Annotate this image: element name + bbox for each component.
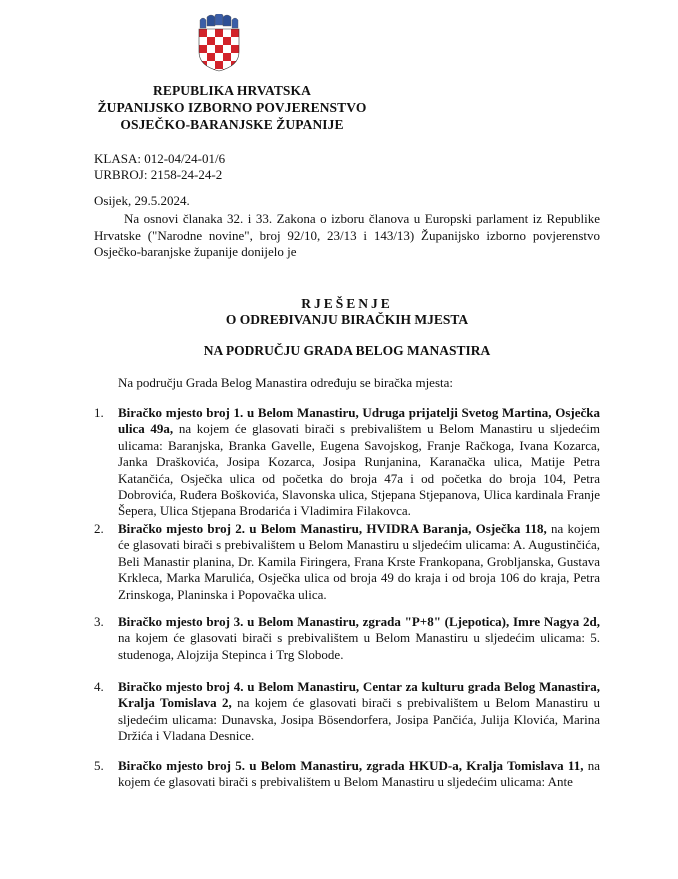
list-item	[94, 614, 600, 663]
klasa: KLASA: 012-04/24-01/6	[94, 151, 226, 166]
title-line-2: O ODREĐIVANJU BIRAČKIH MJESTA	[225, 312, 469, 327]
intro-paragraph: Na osnovi članaka 32. i 33. Zakona o izboru članova u Europski parlament iz Republike Hrvatske ("Narodne novine", broj 92/10, 23/13 i 143/13) Županijsko izborno povjerenstvo Osječko-baranjske županije donijelo je	[94, 211, 600, 259]
list-item-heading: Biračko mjesto broj 4. u Belom Manastiru, Centar za kulturu grada Belog Manastira, Kralja Tomislava 2,	[118, 679, 600, 711]
list-item	[94, 405, 600, 520]
list-item-number: 5.	[94, 758, 104, 773]
list-item	[94, 679, 600, 745]
header-line-2: ŽUPANIJSKO IZBORNO POVJERENSTVO	[97, 100, 367, 115]
list-item-text: na kojem će glasovati birači s prebivalištem u Belom Manastiru u sljedećim ulicama: Dunavska, Josipa Bösendorfera, Josipa Pančića, Julija Klovića, Marina Držića i Vladana Desnice.	[118, 695, 600, 744]
reference-numbers	[94, 151, 225, 183]
list-item-heading: Biračko mjesto broj 1. u Belom Manastiru, Udruga prijatelji Svetog Martina, Osječka ulica 49a,	[118, 405, 600, 437]
list-item-heading: Biračko mjesto broj 3. u Belom Manastiru, zgrada "P+8" (Ljepotica), Imre Nagya 2d,	[118, 614, 600, 629]
lead-paragraph: Na području Grada Belog Manastira određuju se biračka mjesta:	[118, 375, 453, 390]
list-item-text: na kojem će glasovati birači s prebivalištem u Belom Manastiru u sljedećim ulicama: 5. studenoga, Alojzija Stepinca i Trg Slobode.	[118, 630, 600, 662]
header-line-3: OSJEČKO-BARANJSKE ŽUPANIJE	[120, 117, 344, 132]
list-item-text: na kojem će glasovati birači s prebivalištem u Belom Manastiru u sljedećim ulicama: Ante	[118, 758, 600, 790]
header-line-1: REPUBLIKA HRVATSKA	[153, 83, 311, 98]
list-item-number: 3.	[94, 614, 104, 629]
list-item-number: 4.	[94, 679, 104, 694]
list-item	[94, 521, 600, 603]
list-item	[94, 758, 600, 791]
list-item-number: 2.	[94, 521, 104, 536]
list-item-text: na kojem će glasovati birači s prebivalištem u Belom Manastiru u sljedećim ulicama: A. Augustinčića, Beli Manastir planina, Dr. Kamila Firingera, Frana Krste Frankopana, Grobljanska, Gustava Krkleca, Marka Marulića, Osječka ulica od broja 49 do kraja i od broja 106 do kraja, Petra Zrinskoga, Planinska i Popovačka ulica.	[118, 521, 600, 602]
document-date: Osijek, 29.5.2024.	[94, 193, 190, 208]
urbroj: URBROJ: 2158-24-24-2	[94, 167, 223, 182]
list-item-number: 1.	[94, 405, 104, 420]
croatian-coat-of-arms-icon	[197, 14, 241, 72]
list-item-heading: Biračko mjesto broj 2. u Belom Manastiru, HVIDRA Baranja, Osječka 118,	[118, 521, 547, 536]
issuer-header	[92, 82, 372, 133]
list-item-text: na kojem će glasovati birači s prebivalištem u Belom Manastiru u sljedećim ulicama: Baranjska, Branka Gavelle, Eugena Savojskog, Franje Račkoga, Ivana Kozarca, Janka Draškovića, Josipa Kozarca, Josipa Runjanina, Karanačka ulica, Matije Petra Katančića, Osječka ulica od početka do broja 47a i od početka do broja 104, Petra Dobrovića, Ruđera Boškovića, Slavonska ulica, Stjepana Stjepanova, Ulica kardinala Franje Šepera, Ulica Stjepana Brodarića i Vladimira Filakovca.	[118, 421, 601, 519]
document-title	[94, 296, 600, 328]
title-line-1: RJEŠENJE	[301, 296, 393, 311]
document-subtitle: NA PODRUČJU GRADA BELOG MANASTIRA	[203, 343, 491, 358]
list-item-heading: Biračko mjesto broj 5. u Belom Manastiru, zgrada HKUD-a, Kralja Tomislava 11,	[118, 758, 584, 773]
